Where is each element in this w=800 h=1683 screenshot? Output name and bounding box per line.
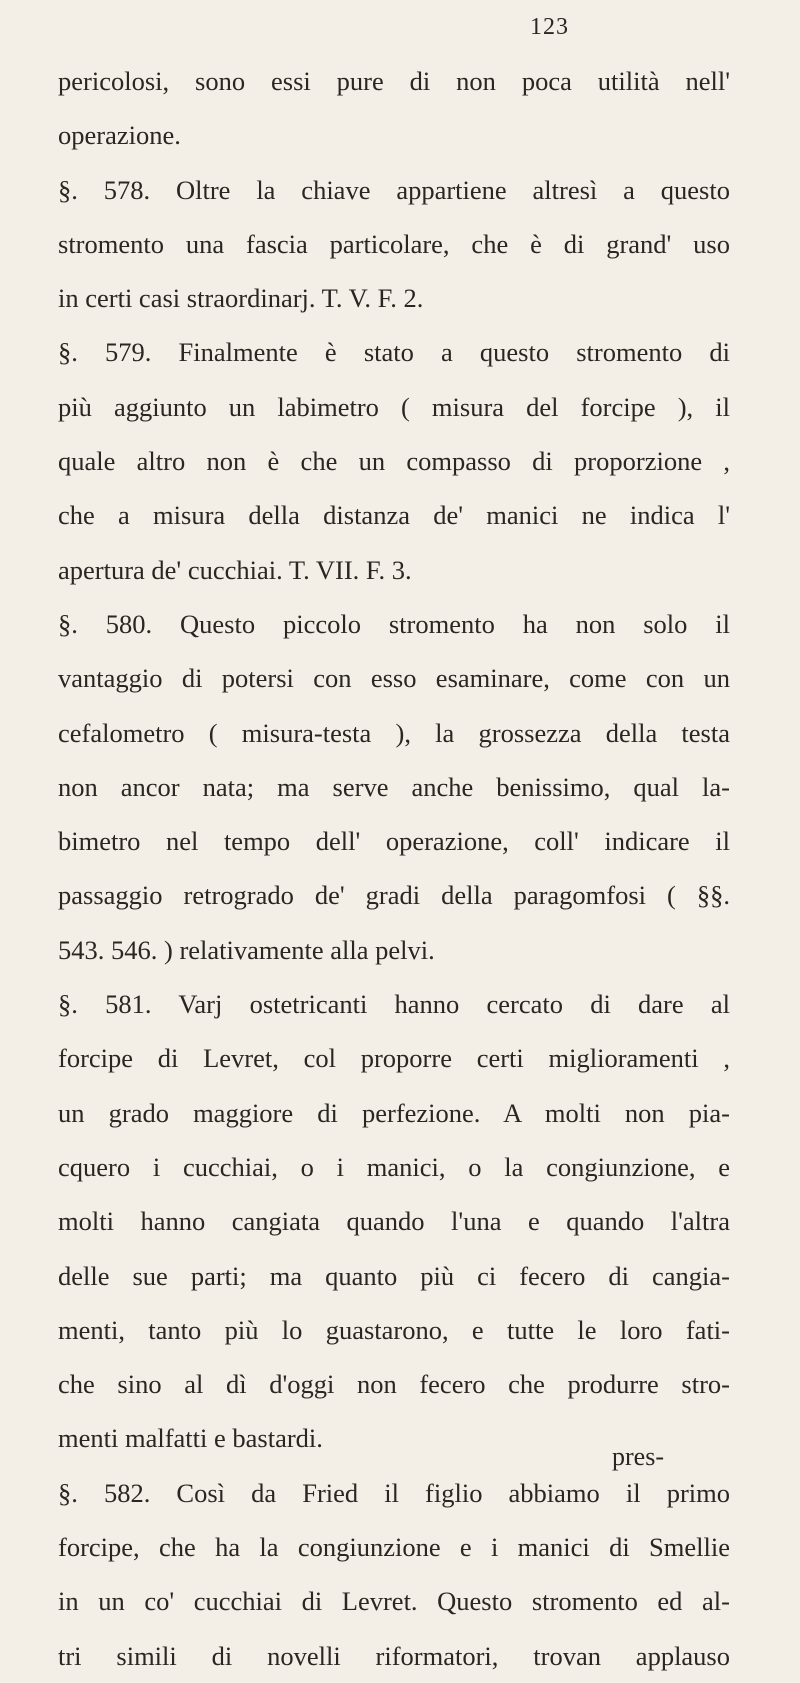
text-line: menti, tanto più lo guastarono, e tutte le loro fati- [58, 1314, 730, 1345]
text-line: §. 582. Così da Fried il figlio abbiamo il primo [58, 1477, 730, 1508]
text-line: passaggio retrogrado de' gradi della paragomfosi ( §§. [58, 880, 730, 911]
text-line: pericolosi, sono essi pure di non poca utilità nell' [58, 66, 730, 96]
text-line: operazione. [58, 120, 181, 151]
text-line: tri simili di novelli riformatori, trovan applauso [58, 1640, 730, 1671]
text-line: delle sue parti; ma quanto più ci fecero di cangia- [58, 1260, 730, 1291]
text-line: che a misura della distanza de' manici ne indica l' [58, 500, 730, 531]
text-line: quale altro non è che un compasso di proporzione , [58, 446, 730, 477]
text-line: 543. 546. ) relativamente alla pelvi. [58, 934, 435, 965]
text-line: apertura de' cucchiai. T. VII. F. 3. [58, 554, 412, 585]
text-line: §. 578. Oltre la chiave appartiene altresì a questo [58, 174, 730, 205]
text-line: forcipe di Levret, col proporre certi miglioramenti , [58, 1043, 730, 1074]
text-line: §. 581. Varj ostetricanti hanno cercato di dare al [58, 989, 730, 1020]
page-number: 123 [530, 14, 569, 40]
text-line: molti hanno cangiata quando l'una e quando l'altra [58, 1206, 730, 1237]
text-line: stromento una fascia particolare, che è di grand' uso [58, 228, 730, 259]
text-line: non ancor nata; ma serve anche benissimo, qual la- [58, 771, 730, 802]
text-line: cefalometro ( misura-testa ), la grossezza della testa [58, 717, 730, 748]
text-line: che sino al dì d'oggi non fecero che produrre stro- [58, 1369, 730, 1400]
text-line: in un co' cucchiai di Levret. Questo stromento ed al- [58, 1586, 730, 1617]
text-line: §. 579. Finalmente è stato a questo stromento di [58, 337, 730, 368]
text-line: un grado maggiore di perfezione. A molti non pia- [58, 1097, 730, 1128]
text-line: bimetro nel tempo dell' operazione, coll' indicare il [58, 826, 730, 857]
text-line: menti malfatti e bastardi. [58, 1423, 323, 1454]
text-line: §. 580. Questo piccolo stromento ha non solo il [58, 608, 730, 639]
catchword: pres- [612, 1442, 664, 1471]
text-line: in certi casi straordinarj. T. V. F. 2. [58, 283, 424, 314]
text-line: cquero i cucchiai, o i manici, o la congiunzione, e [58, 1151, 730, 1182]
text-line: forcipe, che ha la congiunzione e i manici di Smellie [58, 1532, 730, 1563]
body-text [58, 54, 730, 1683]
text-line: più aggiunto un labimetro ( misura del forcipe ), il [58, 391, 730, 422]
text-line: vantaggio di potersi con esso esaminare, come con un [58, 663, 730, 694]
